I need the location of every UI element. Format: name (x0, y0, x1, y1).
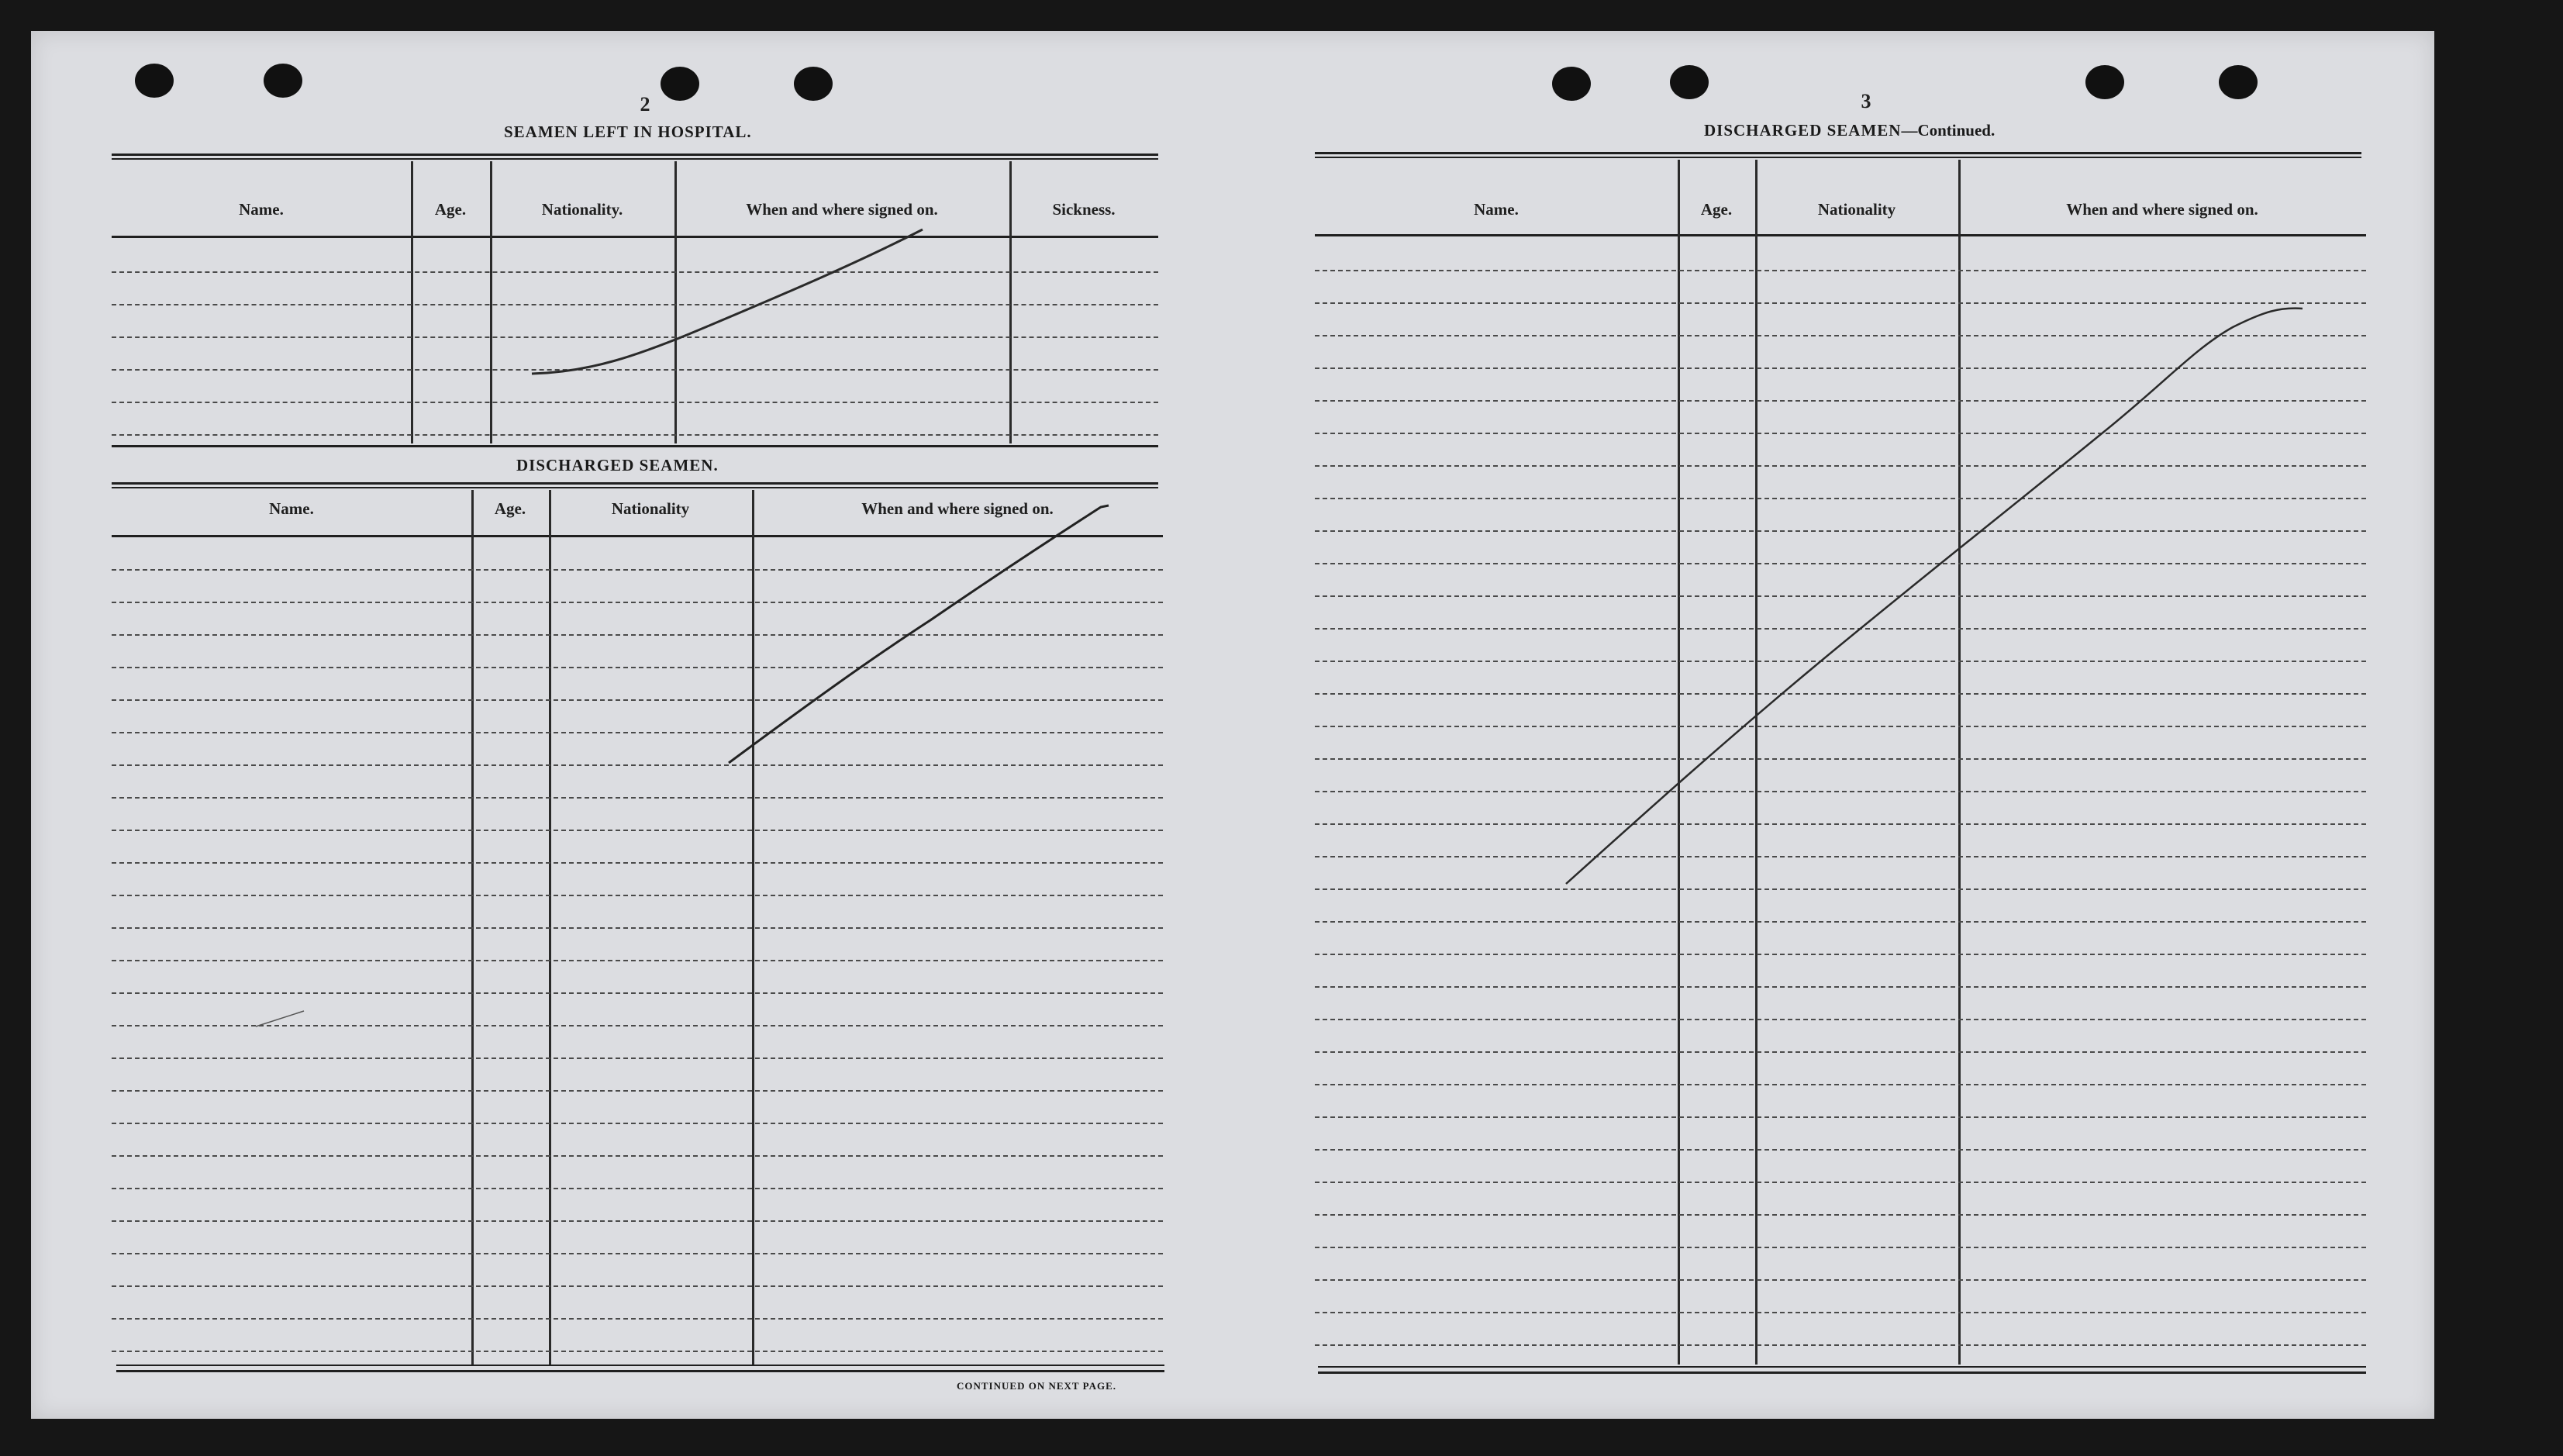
table-row (112, 336, 1158, 338)
table-row (112, 1188, 1163, 1189)
table-row (112, 271, 1158, 273)
table-row (112, 1351, 1163, 1352)
section-double-rule (112, 487, 1158, 488)
column-header-signed-on: When and where signed on. (2066, 200, 2258, 219)
table-row (1315, 1279, 2366, 1281)
table-row (1315, 530, 2366, 532)
bottom-double-rule (1318, 1366, 2366, 1368)
table-row (1315, 921, 2366, 923)
table-row (112, 434, 1158, 436)
hospital-table (112, 161, 1158, 443)
top-double-rule (112, 154, 1158, 156)
column-header-name: Name. (1474, 200, 1519, 219)
table-row (1315, 1312, 2366, 1313)
table-row (112, 732, 1163, 733)
column-header-nationality: Nationality. (541, 200, 623, 219)
title-main: DISCHARGED SEAMEN (1704, 121, 1902, 140)
column-header-nationality: Nationality (611, 499, 690, 518)
table-row (112, 602, 1163, 603)
section-title-discharged: DISCHARGED SEAMEN. (516, 456, 719, 474)
table-row (1315, 335, 2366, 336)
discharged-continued-table (1315, 160, 2366, 1365)
section-rule (112, 445, 1158, 447)
table-row (1315, 856, 2366, 857)
table-row (1315, 270, 2366, 271)
table-row (112, 764, 1163, 766)
column-divider (1678, 160, 1680, 1365)
left-page (31, 31, 1209, 1419)
column-header-age: Age. (1700, 200, 1733, 219)
table-row (1315, 367, 2366, 369)
table-row (112, 1253, 1163, 1254)
table-row (1315, 661, 2366, 662)
table-row (112, 1285, 1163, 1287)
table-row (1315, 954, 2366, 955)
table-row (112, 862, 1163, 864)
table-row (1315, 1084, 2366, 1085)
bottom-double-rule (116, 1365, 1164, 1366)
table-row (1315, 1247, 2366, 1248)
column-header-signed-on: When and where signed on. (861, 499, 1054, 518)
table-row (1315, 791, 2366, 792)
column-header-name: Name. (269, 499, 314, 518)
title-sub: —Continued. (1901, 121, 1996, 140)
page-number: 3 (1861, 90, 1871, 112)
section-title-discharged-continued (1704, 121, 1995, 140)
table-row (1315, 628, 2366, 630)
table-row (1315, 433, 2366, 434)
column-header-signed-on: When and where signed on. (746, 200, 938, 219)
table-row (1315, 1182, 2366, 1183)
table-row (1315, 595, 2366, 597)
table-row (1315, 563, 2366, 564)
table-row (112, 1155, 1163, 1157)
column-divider (1755, 160, 1758, 1365)
table-row (1315, 693, 2366, 695)
right-page (1240, 31, 2434, 1419)
table-row (112, 569, 1163, 571)
table-row (112, 895, 1163, 896)
page-number: 2 (640, 93, 650, 116)
table-row (112, 402, 1158, 403)
column-header-age: Age. (434, 200, 467, 219)
top-double-rule (1315, 152, 2361, 154)
table-row (112, 634, 1163, 636)
table-row (112, 1220, 1163, 1222)
header-rule (112, 535, 1163, 537)
table-row (1315, 465, 2366, 467)
table-row (112, 927, 1163, 929)
top-double-rule (112, 158, 1158, 160)
table-row (1315, 1019, 2366, 1020)
table-row (1315, 1116, 2366, 1118)
table-row (1315, 1214, 2366, 1216)
section-title-hospital: SEAMEN LEFT IN HOSPITAL. (504, 122, 752, 141)
table-row (112, 797, 1163, 799)
column-header-nationality: Nationality (1817, 200, 1896, 219)
section-double-rule (112, 482, 1158, 485)
table-row (112, 960, 1163, 961)
column-header-sickness: Sickness. (1052, 200, 1116, 219)
table-row (112, 699, 1163, 701)
continued-note: CONTINUED ON NEXT PAGE. (957, 1380, 1116, 1392)
table-row (1315, 758, 2366, 760)
table-row (112, 1123, 1163, 1124)
table-row (1315, 888, 2366, 890)
table-row (1315, 302, 2366, 304)
table-row (112, 830, 1163, 831)
table-row (1315, 1149, 2366, 1151)
table-row (112, 992, 1163, 994)
table-row (1315, 823, 2366, 825)
table-row (112, 369, 1158, 371)
ledger-sheet (31, 31, 2434, 1419)
table-row (112, 667, 1163, 668)
bottom-double-rule (116, 1370, 1164, 1372)
header-rule (112, 236, 1158, 238)
column-header-name: Name. (239, 200, 284, 219)
table-row (112, 1025, 1163, 1026)
table-row (112, 1090, 1163, 1092)
discharged-table (112, 490, 1163, 1366)
table-row (112, 304, 1158, 305)
header-rule (1315, 234, 2366, 236)
table-row (1315, 498, 2366, 499)
column-header-age: Age. (494, 499, 526, 518)
table-row (1315, 1051, 2366, 1053)
column-divider (1958, 160, 1961, 1365)
table-row (1315, 400, 2366, 402)
top-double-rule (1315, 157, 2361, 158)
table-row (1315, 1344, 2366, 1346)
table-row (1315, 986, 2366, 988)
bottom-double-rule (1318, 1371, 2366, 1374)
table-row (112, 1057, 1163, 1059)
table-row (112, 1318, 1163, 1320)
table-row (1315, 726, 2366, 727)
